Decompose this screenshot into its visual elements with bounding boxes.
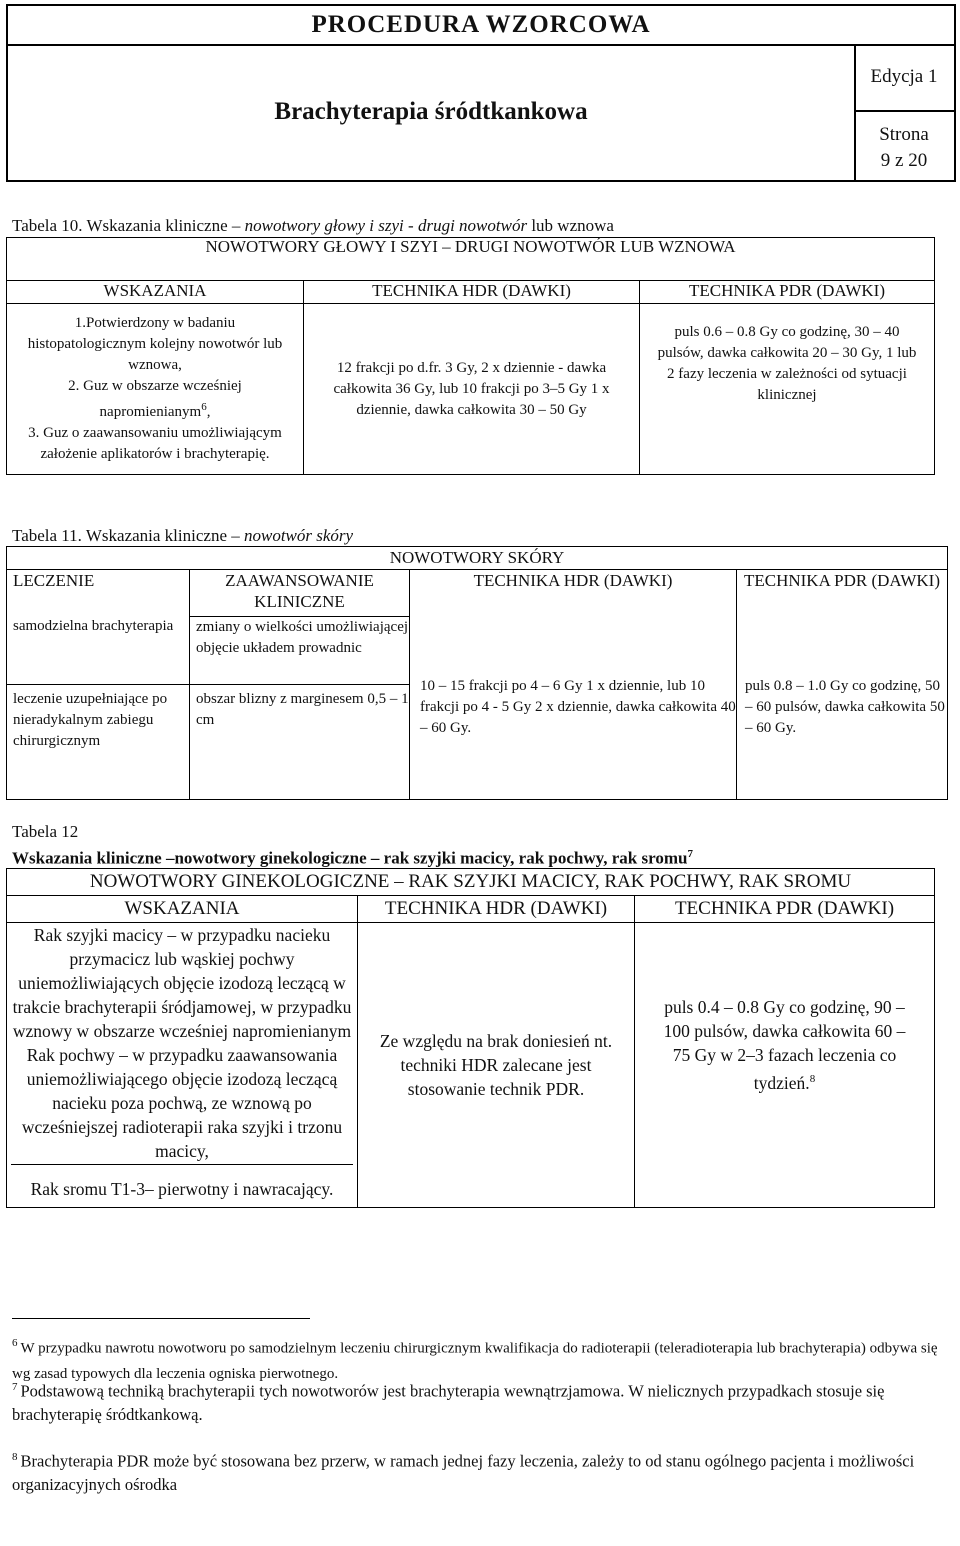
footnote-8: $^8$ Brachyterapia PDR może być stosowana bez przerw, w ramach jednej fazy leczenia, zależy to od stanu ogólnego pacjenta i możliwości organizacyjnych ośrodka (12, 1451, 915, 1494)
col-header-indications: WSKAZANIA (7, 281, 304, 304)
table11 (6, 546, 948, 800)
table12-caption: Tabela 12 Wskazania kliniczne –nowotwory ginekologiczne – rak szyjki macicy, rak pochwy, rak sromu$^7$ (12, 822, 693, 868)
col-header-hdr: TECHNIKA HDR (DAWKI) (410, 570, 737, 617)
edition-label: Edycja 1 (854, 44, 954, 112)
table11-pdr: puls 0.8 – 1.0 Gy co godzinę, 50 – 60 pulsów, dawka całkowita 50 – 60 Gy. (737, 616, 948, 800)
col-header-pdr: TECHNIKA PDR (DAWKI) (737, 570, 948, 617)
table11-title: NOWOTWORY SKÓRY (7, 547, 948, 570)
table12-pdr: puls 0.4 – 0.8 Gy co godzinę, 90 – 100 pulsów, dawka całkowita 60 – 75 Gy w 2–3 fazach leczenia co tydzień.$^8$ (635, 923, 935, 1208)
table12-title: NOWOTWORY GINEKOLOGICZNE – RAK SZYJKI MACICY, RAK POCHWY, RAK SROMU (7, 869, 935, 896)
col-header-pdr: TECHNIKA PDR (DAWKI) (640, 281, 935, 304)
table12-hdr: Ze względu na brak doniesień nt. techniki HDR zalecane jest stosowanie technik PDR. (358, 923, 635, 1208)
col-header-indications: WSKAZANIA (7, 896, 358, 923)
footnote-7: $^7$ Podstawową techniką brachyterapii tych nowotworów jest brachyterapia wewnątrzjamowa. W nielicznych przypadkach stosuje się brachyterapię śródtkankową. (12, 1381, 885, 1424)
stage-lesion: zmiany o wielkości umożliwiającej objęcie układem prowadnic (190, 616, 410, 685)
table10-caption: Tabela 10. Wskazania kliniczne – nowotwory głowy i szyi - drugi nowotwór lub wznowa (12, 216, 614, 235)
footnote-divider (12, 1318, 310, 1319)
table10-title: NOWOTWORY GŁOWY I SZYI – DRUGI NOWOTWÓR LUB WZNOWA (7, 238, 935, 281)
page-label: Strona (879, 124, 929, 145)
table10-hdr: 12 frakcji po d.fr. 3 Gy, 2 x dziennie - dawka całkowita 36 Gy, lub 10 frakcji po 3–5 Gy 1 x dziennie, dawka całkowita 30 – 50 Gy (304, 304, 640, 475)
table10-indications: 1.Potwierdzony w badaniu histopatologicznym kolejny nowotwór lub wznowa, 2. Guz w obszarze wcześniej napromienianym$^6$, 3. Guz o zaawansowaniu umożliwiającym założenie aplikatorów i brachyterapię. (7, 304, 304, 475)
col-header-stage: ZAAWANSOWANIE KLINICZNE (190, 570, 410, 617)
page-number: 9 z 20 (880, 150, 928, 171)
page-info (854, 110, 954, 180)
table10-pdr: puls 0.6 – 0.8 Gy co godzinę, 30 – 40 pulsów, dawka całkowita 20 – 30 Gy, 1 lub 2 fazy leczenia w zależności od sytuacji klinicznej (640, 304, 935, 475)
table11-caption: Tabela 11. Wskazania kliniczne – nowotwór skóry (12, 526, 354, 545)
col-header-treatment: LECZENIE (7, 570, 190, 617)
document-title: Brachyterapia śródtkankowa (8, 44, 856, 180)
col-header-pdr: TECHNIKA PDR (DAWKI) (635, 896, 935, 923)
footnote-6: $^6$ W przypadku nawrotu nowotworu po samodzielnym leczeniu chirurgicznym kwalifikacja do radioterapii (teleradioterapia lub brachyterapia) odbywa się wg zasad typowych dla leczenia ogniska pierwotnego. (12, 1337, 938, 1382)
treatment-standalone: samodzielna brachyterapia (7, 616, 190, 685)
col-header-hdr: TECHNIKA HDR (DAWKI) (358, 896, 635, 923)
table11-hdr: 10 – 15 frakcji po 4 – 6 Gy 1 x dziennie, lub 10 frakcji po 4 - 5 Gy 2 x dziennie, dawka całkowita 40 – 60 Gy. (410, 616, 737, 800)
table10 (6, 237, 935, 475)
document-header (6, 4, 956, 182)
table12-indications: Rak szyjki macicy – w przypadku nacieku przymacicz lub wąskiej pochwy uniemożliwiających objęcie izodozą leczącą w trakcie brachyterapii śródjamowej, w przypadku wznowy w obszarze wcześniej napromienianym Rak pochwy – w przypadku zaawansowania uniemożliwiającego objęcie izodozą leczącą nacieku poza pochwą, ze wznową po wcześniejszej radioterapii raka szyjki i trzonu macicy, Rak sromu T1-3– pierwotny i nawracający. (7, 923, 358, 1208)
stage-scar: obszar blizny z marginesem 0,5 – 1 cm (190, 685, 410, 800)
treatment-adjuvant: leczenie uzupełniające po nieradykalnym zabiegu chirurgicznym (7, 685, 190, 800)
procedure-title: PROCEDURA WZORCOWA (8, 6, 954, 46)
col-header-hdr: TECHNIKA HDR (DAWKI) (304, 281, 640, 304)
table12 (6, 868, 935, 1208)
